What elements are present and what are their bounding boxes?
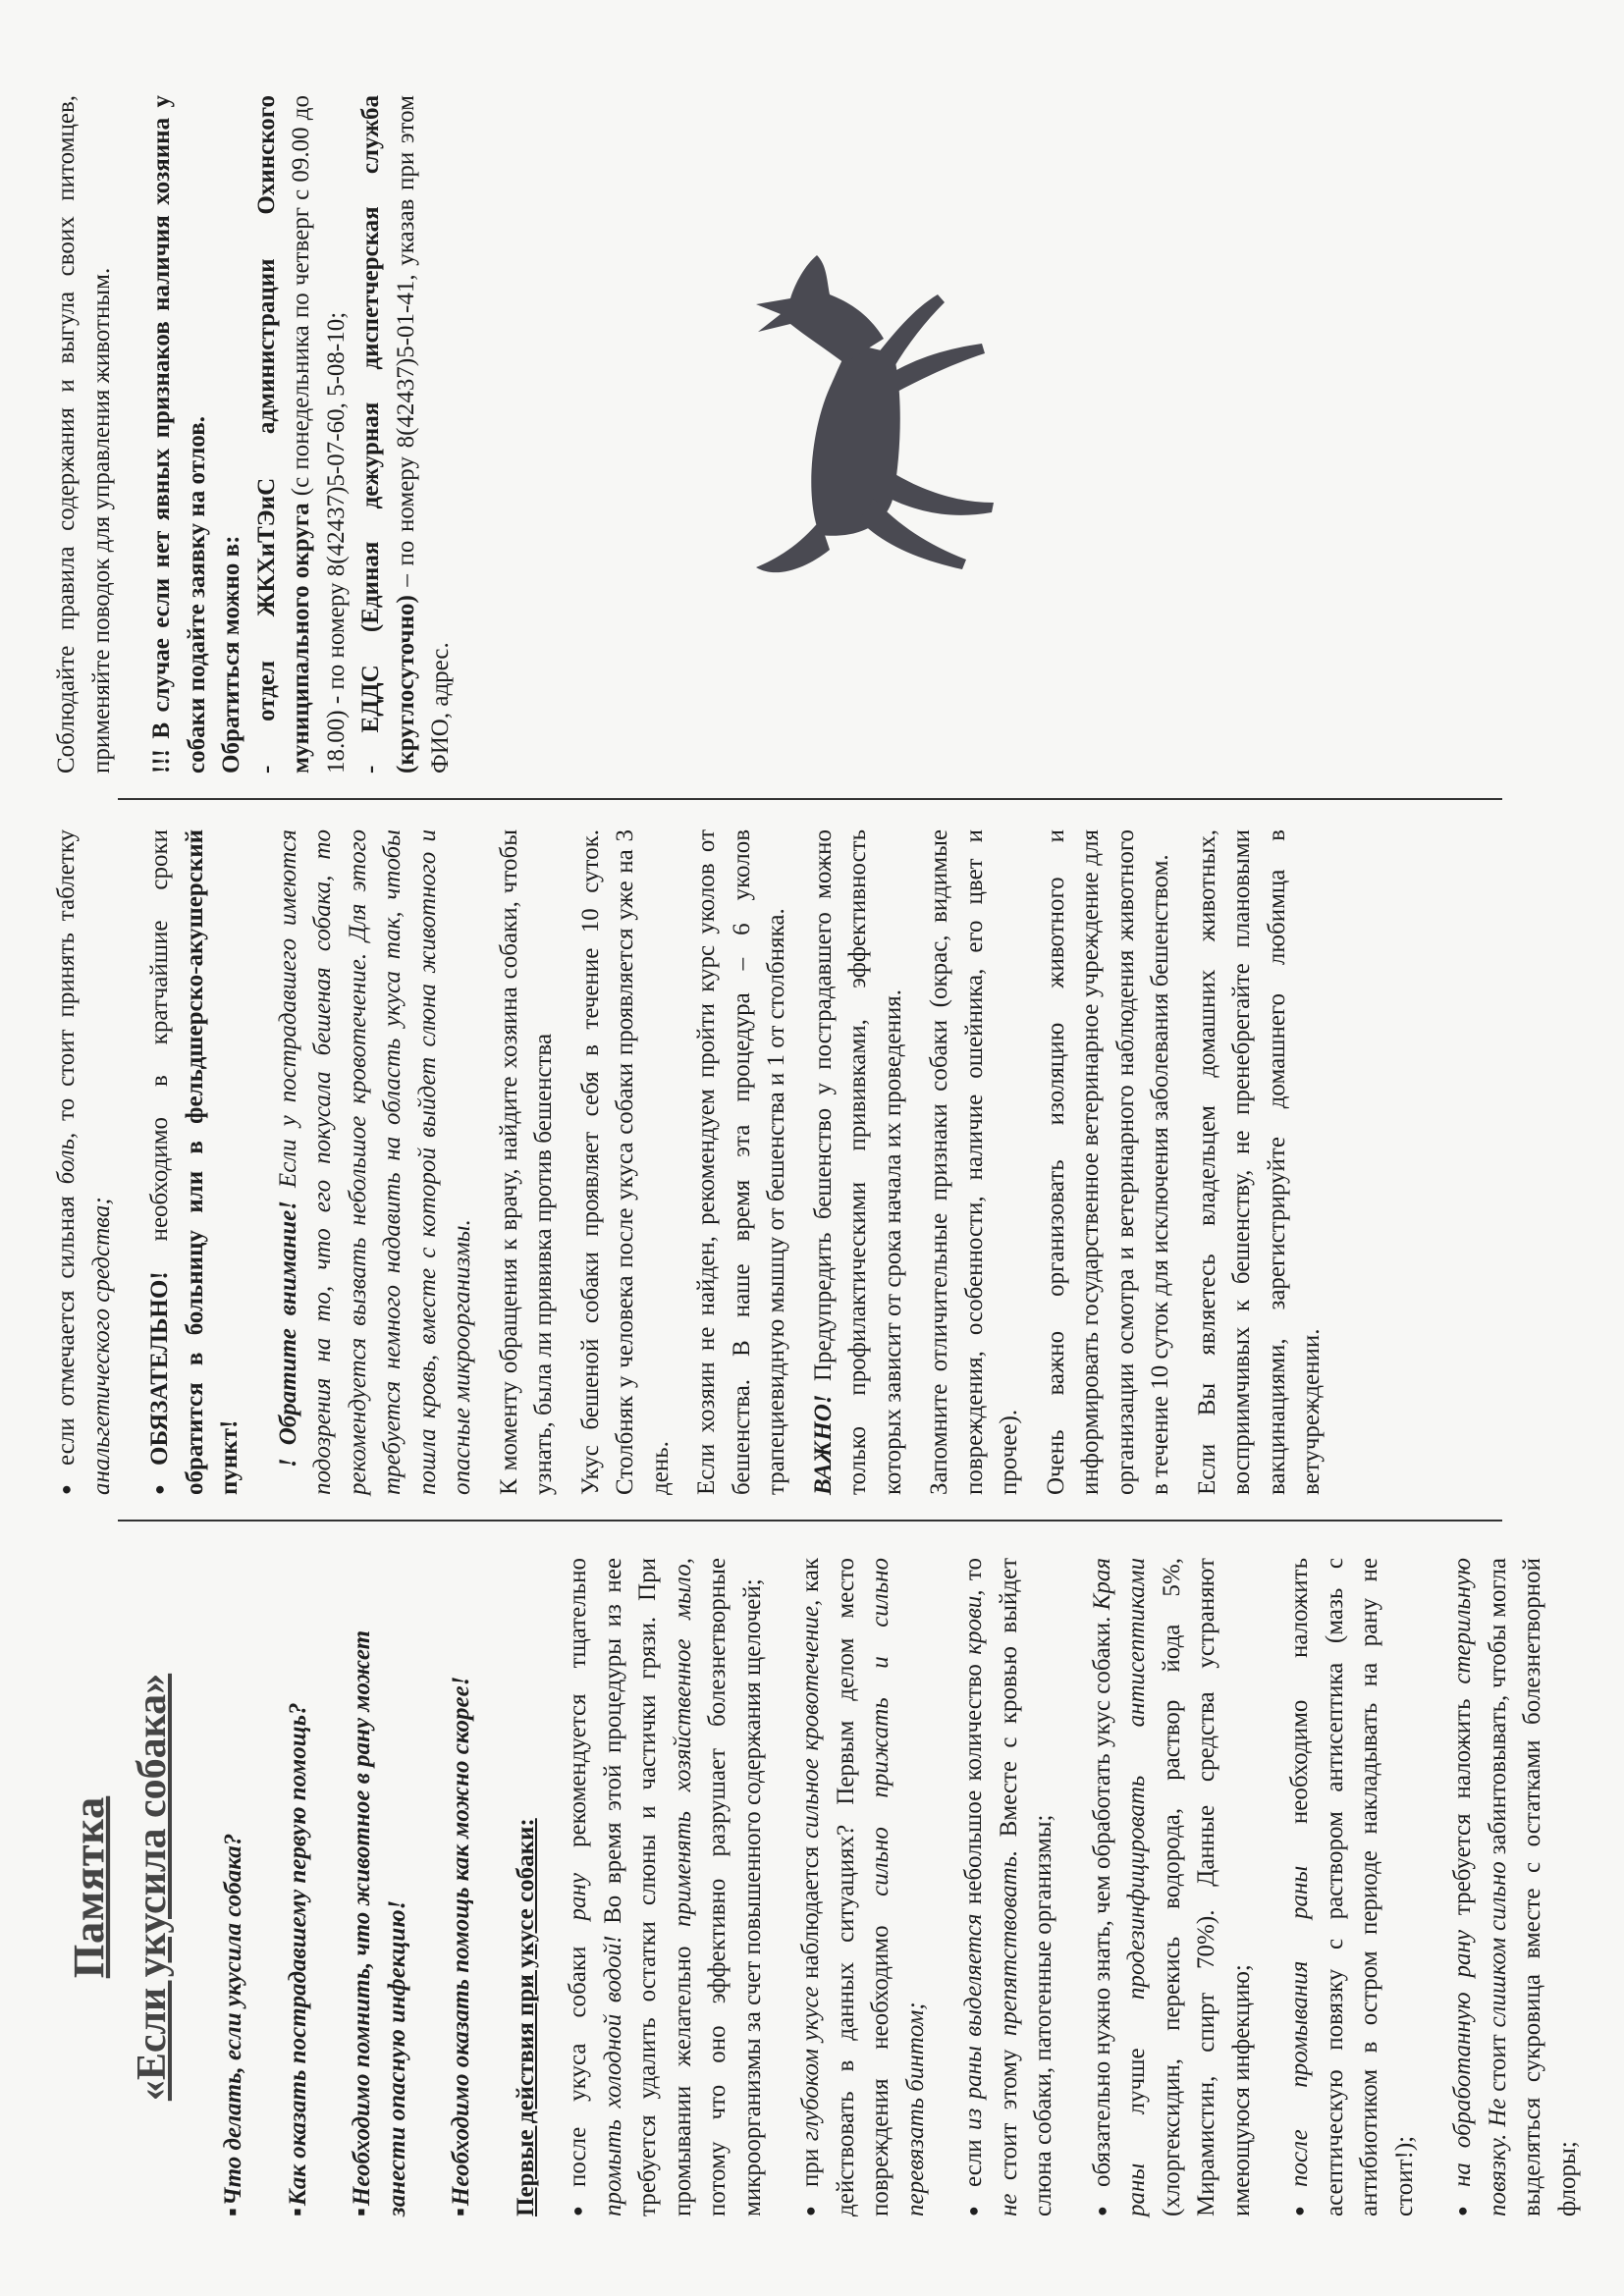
- contacts-header: Обратиться можно в:: [218, 535, 244, 774]
- column-left: [49, 1536, 1581, 2228]
- running-dog-icon: [736, 236, 1021, 589]
- column-divider-1: [118, 1520, 1502, 1522]
- paragraph-incubation: Укус бешеной собаки проявляет себя в течение 10 суток. Столбняк у человека после укуса собаки проявляется уже на 3 день.: [576, 829, 674, 1495]
- contacts-warning: !!! В случае если нет явных признаков наличия хозяина у собаки подайте заявку на отлов.: [148, 95, 210, 774]
- first-aid-item-7: ● если отмечается сильная боль, то стоит принять таблетку анальгетического средства;: [49, 829, 119, 1495]
- first-aid-item-2: ● при глубоком укусе наблюдается сильное кровотечение, как действовать в данных ситуациях? Первым делом место повреждения необходимо сильно прижать и сильно перевязать бинтом;: [793, 1558, 933, 2216]
- leaflet-title: Памятка: [65, 1795, 113, 1979]
- question-1: ▪ Что делать, если укусила собака?: [216, 1558, 251, 2216]
- paragraph-important: ВАЖНО! Предупредить бешенство у пострадавшего можно только профилактическими прививками, эффективность которых зависит от срока начала их проведения.: [809, 829, 906, 1495]
- column-divider-2: [118, 798, 1502, 800]
- first-aid-item-3: ● если из раны выделяется небольшое количество крови, то не стоит этому препятствовать. Вместе с кровью выйдет слюна собаки, патогенные организмы;: [956, 1558, 1061, 2216]
- rotated-leaflet: [49, 69, 1581, 2228]
- question-2: ▪ Как оказать пострадавшему первую помощь?: [281, 1558, 316, 2216]
- question-4: ▪ Необходимо оказать помощь как можно скорее!: [444, 1558, 479, 2216]
- attention-paragraph: ! Обратите внимание! Если у пострадавшего имеются подозрения на то, что его покусала бешеная собака, то рекомендуется вызвать небольшое кровотечение. Для этого требуется немного надавить на область укуса так, чтобы пошла кровь, вместе с которой выйдет слюна животного и опасные микроорганизмы.: [274, 828, 475, 1495]
- paragraph-dog-features: Запомните отличительные признаки собаки (окрас, видимые повреждения, особенности, наличие ошейника, его цвет и прочее).: [926, 829, 1022, 1495]
- first-aid-item-4: ● обязательно нужно знать, чем обработать укус собаки. Края раны лучше продезинфицировать антисептиками (хлоргексидин, перекись водорода, раствор йода 5%, Мирамистин, спирт 70%). Данные средства устраняют имеющуюся инфекцию;: [1085, 1558, 1260, 2216]
- paragraph-isolation: Очень важно организовать изоляцию животного и информировать государственное ветеринарное учреждение для организации осмотра и ветеринарного наблюдения животного в течение 10 суток для исключения заболевания бешенством.: [1042, 829, 1173, 1495]
- paragraph-owner-search: К моменту обращения к врачу, найдите хозяина собаки, чтобы узнать, была ли прививка против бешенства: [495, 829, 557, 1495]
- first-aid-item-1: ● после укуса собаки рану рекомендуется тщательно промыть холодной водой! Во время этой процедуры из нее требуется удалить остатки слюны и частички грязи. При промывании желательно применять хозяйственное мыло, потому что оно эффективно разрушает болезнетворные микроорганизмы за счет повышенного содержания щелочей;: [561, 1558, 770, 2216]
- first-aid-heading: Первые действия при укусе собаки:: [512, 1818, 539, 2216]
- leaflet-subtitle: «Если укусила собака»: [130, 1673, 176, 2102]
- paragraph-vaccination-course: Если хозяин не найден, рекомендуем пройти курс уколов от бешенства. В наше время эта процедура – 6 уколов трапециевидную мышцу от бешенства и 1 от столбняка.: [693, 829, 789, 1495]
- paragraph-pet-owners: Если Вы являетесь владельцем домашних животных, восприимчивых к бешенству, не пренебрегайте плановыми вакцинациями, зарегистрируйте домашнего любимца в ветучреждении.: [1193, 829, 1325, 1495]
- first-aid-item-8: ● ОБЯЗАТЕЛЬНО! необходимо в кратчайшие сроки обратится в больницу или в фельдшерско-акушерский пункт!: [142, 829, 247, 1495]
- contact-org-2: - ЕДДС (Единая дежурная диспетчерская служба (круглосуточно) – по номеру 8(42437)5-01-41, указав при этом ФИО, адрес.: [357, 95, 454, 774]
- column-right: [49, 83, 1551, 785]
- first-aid-item-5: ● после промывания раны необходимо наложить асептическую повязку с раствором антисептика (мазь с антибиотиком в остром периоде накладывать на рану не стоит!);: [1282, 1558, 1422, 2216]
- contact-org-1: - отдел ЖКХиТЭиС администрации Охинского муниципального округа (с понедельника по четверг с 09.00 до 18.00) - по номеру 8(42437)5-07-60, 5-08-10;: [252, 94, 350, 774]
- paragraph-walking-rules: Соблюдайте правила содержания и выгула своих питомцев, применяйте поводок для управления животным.: [53, 95, 115, 774]
- question-3: ▪ Необходимо помнить, что животное в рану может занести опасную инфекцию!: [345, 1558, 414, 2216]
- column-middle: [49, 820, 1551, 1507]
- first-aid-item-6: ● на обработанную рану требуется наложить стерильную повязку. Не стоит слишком сильно забинтовывать, чтобы могла выделяться сукровица вместе с остатками болезнетворной флоры;: [1445, 1558, 1585, 2216]
